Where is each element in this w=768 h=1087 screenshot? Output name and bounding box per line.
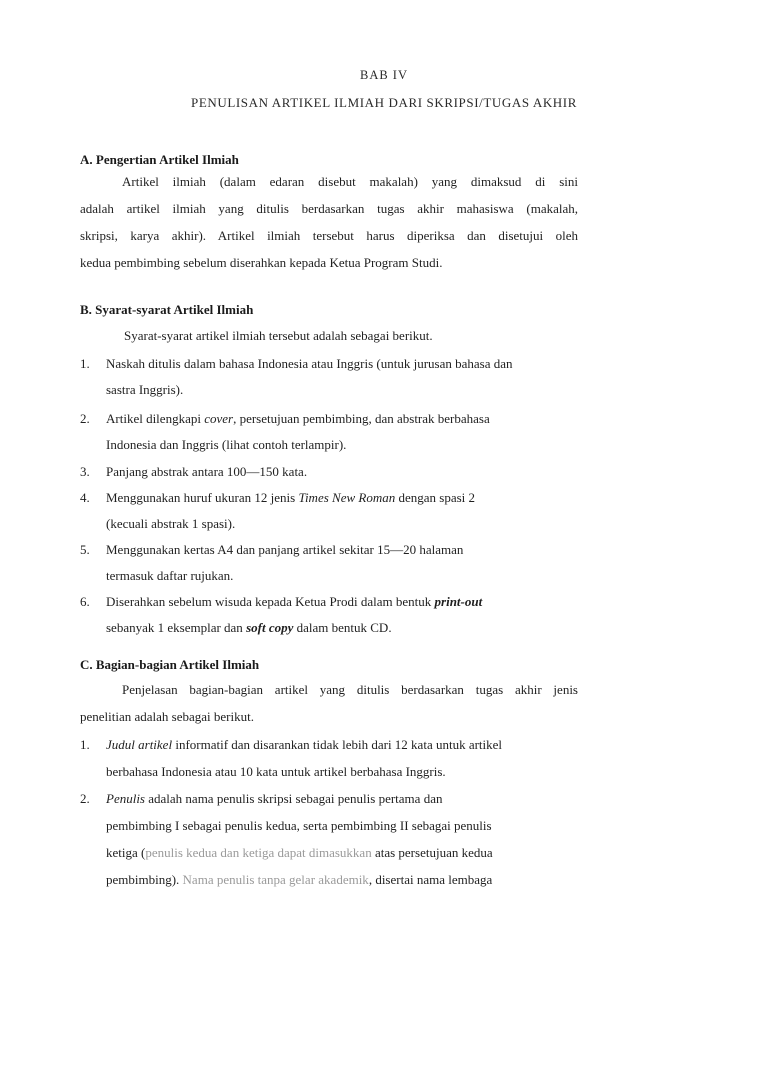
paragraph-line: skripsi, karya akhir). Artikel ilmiah tersebut harus diperiksa dan disetujui oleh [80, 228, 578, 243]
section-b-heading: B. Syarat-syarat Artikel Ilmiah [80, 302, 254, 317]
paragraph-line: Penjelasan bagian-bagian artikel yang ditulis berdasarkan tugas akhir jenis [122, 682, 578, 697]
list-item: 3. Panjang abstrak antara 100—150 kata. [80, 464, 308, 479]
list-item: 2. Artikel dilengkapi cover, persetujuan pembimbing, dan abstrak berbahasa Indonesia dan Inggris (lihat contoh terlampir). [80, 411, 490, 452]
list-item: 1. Judul artikel informatif dan disarankan tidak lebih dari 12 kata untuk artikel berbahasa Indonesia atau 10 kata untuk artikel berbahasa Inggris. [80, 737, 503, 779]
list-item: 2. Penulis adalah nama penulis skripsi sebagai penulis pertama dan pembimbing I sebagai penulis kedua, serta pembimbing II sebagai penulis ketiga (penulis kedua dan ketiga dapat dimasukkan atas persetujuan kedua pembimbing). Nama penulis tanpa gelar akademik, disertai nama lembaga [80, 791, 493, 887]
section-a-heading: A. Pengertian Artikel Ilmiah [80, 152, 239, 167]
section-b-intro: Syarat-syarat artikel ilmiah tersebut adalah sebagai berikut. [124, 328, 433, 343]
paragraph-line: kedua pembimbing sebelum diserahkan kepada Ketua Program Studi. [80, 255, 443, 270]
list-item: 5. Menggunakan kertas A4 dan panjang artikel sekitar 15—20 halaman termasuk daftar rujukan. [80, 542, 464, 583]
section-a-paragraph [80, 168, 578, 276]
parts-list [80, 731, 580, 893]
chapter-label: BAB IV [359, 68, 409, 82]
document-title: PENULISAN ARTIKEL ILMIAH DARI SKRIPSI/TUGAS AKHIR [190, 95, 577, 110]
section-c-paragraph [80, 676, 578, 730]
section-c-heading: C. Bagian-bagian Artikel Ilmiah [80, 657, 260, 672]
list-item: 4. Menggunakan huruf ukuran 12 jenis Times New Roman dengan spasi 2 (kecuali abstrak 1 spasi). [80, 490, 476, 531]
paragraph-line: Artikel ilmiah (dalam edaran disebut makalah) yang dimaksud di sini [122, 174, 578, 189]
paragraph-line: penelitian adalah sebagai berikut. [80, 709, 254, 724]
paragraph-line: adalah artikel ilmiah yang ditulis berdasarkan tugas akhir mahasiswa (makalah, [80, 201, 578, 216]
list-item: 6. Diserahkan sebelum wisuda kepada Ketua Prodi dalam bentuk print-out sebanyak 1 eksemplar dan soft copy dalam bentuk CD. [80, 594, 483, 635]
requirements-list [80, 351, 580, 641]
list-item: 1. Naskah ditulis dalam bahasa Indonesia atau Inggris (untuk jurusan bahasa dan sastra Inggris). [80, 356, 513, 397]
